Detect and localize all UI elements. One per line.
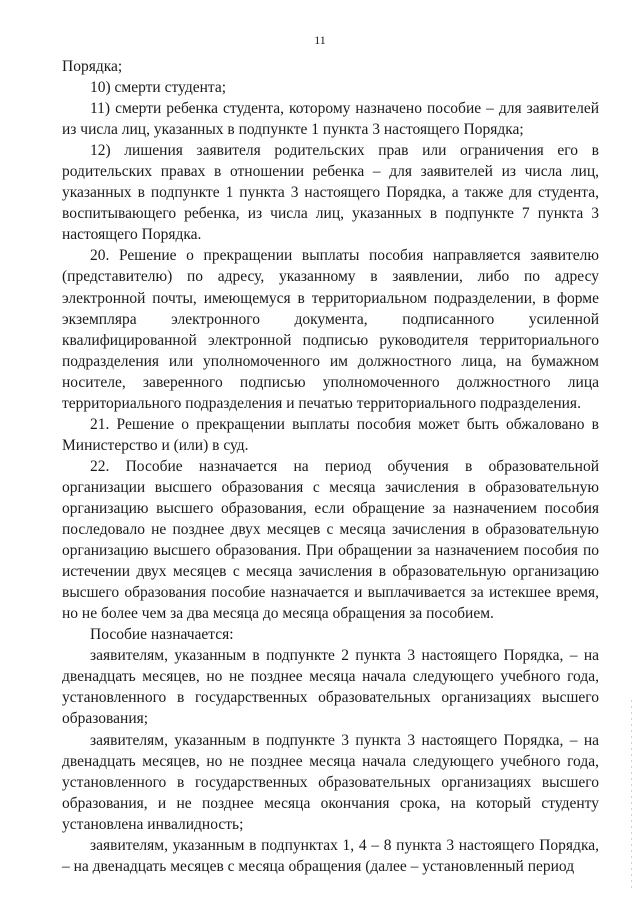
paragraph-applicants-2: заявителям, указанным в подпункте 2 пункта 3 настоящего Порядка, – на двенадцать месяцев, но не позднее месяца начала следующего учебного года, установленного в государственных образовательных организациях высшего образования;: [62, 647, 599, 728]
paragraph-applicants-1-4-8: заявителям, указанным в подпунктах 1, 4 – 8 пункта 3 настоящего Порядка, – на двенадцать месяцев с месяца обращения (далее – установленный период: [62, 836, 599, 875]
paragraph-clause-20: 20. Решение о прекращении выплаты пособия направляется заявителю (представителю) по адресу, указанному в заявлении, либо по адресу электронной почты, имеющемуся в территориальном подразделении, в форме экземпляра электронного документа, подписанного усиленной квалифицированной электронной подписью руководителя территориального подразделения или уполномоченного им должностного лица, на бумажном носителе, заверенного подписью уполномоченного должностного лица территориального подразделения и печатью территориального подразделения.: [62, 247, 599, 412]
scan-edge-mark: [631, 700, 632, 890]
paragraph-assigned: Пособие назначается:: [90, 626, 234, 644]
paragraph-applicants-3: заявителям, указанным в подпункте 3 пункта 3 настоящего Порядка, – на двенадцать месяцев, но не позднее месяца начала следующего учебного года, установленного в государственных образовательных организациях высшего образования, и не позднее месяца окончания срока, на который студенту установлена инвалидность;: [62, 731, 599, 833]
page-number: 11: [314, 33, 326, 47]
paragraph-clause-22: 22. Пособие назначается на период обучения в образовательной организации высшего образования с месяца зачисления в образовательную организацию высшего образования, если обращение за назначением пособия последовало не позднее двух месяцев с месяца зачисления в образовательную организацию высшего образования. При обращении за назначением пособия по истечении двух месяцев с месяца зачисления в образовательную организацию высшего образования пособие назначается и выплачивается за истекшее время, но не более чем за два месяца до месяца обращения за пособием.: [62, 457, 599, 623]
document-body: [62, 56, 599, 877]
paragraph-item-10: 10) смерти студента;: [90, 79, 227, 97]
paragraph-clause-21: 21. Решение о прекращении выплаты пособия может быть обжаловано в Министерство и (или) в суд.: [62, 415, 599, 454]
paragraph-item-12: 12) лишения заявителя родительских прав или ограничения его в родительских правах в отношении ребенка – для заявителей из числа лиц, указанных в подпункте 1 пункта 3 настоящего Порядка, а также для студента, воспитывающего ребенка, из числа лиц, указанных в подпункте 7 пункта 3 настоящего Порядка.: [62, 142, 599, 244]
paragraph-item-11: 11) смерти ребенка студента, которому назначено пособие – для заявителей из числа лиц, указанных в подпункте 1 пункта 3 настоящего Порядка;: [62, 100, 599, 139]
paragraph-poryadka: Порядка;: [62, 58, 123, 75]
